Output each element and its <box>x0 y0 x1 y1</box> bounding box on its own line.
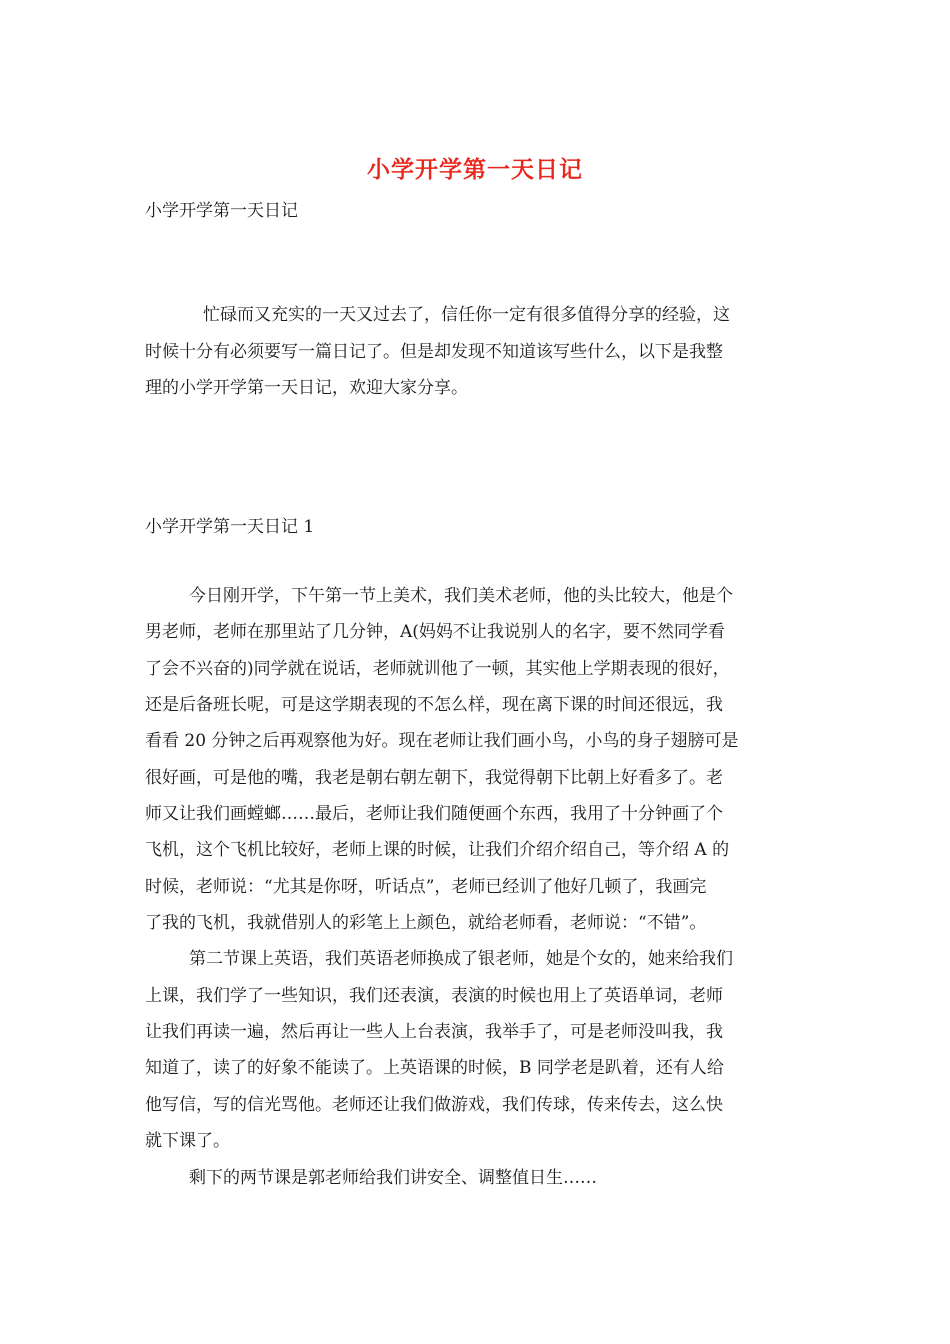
body-line: 了会不兴奋的)同学就在说话，老师就训他了一顿，其实他上学期表现的很好， <box>145 658 730 679</box>
body-line: 男老师，老师在那里站了几分钟，A(妈妈不让我说别人的名字，要不然同学看 <box>145 622 725 643</box>
body-line: 第二节课上英语，我们英语老师换成了银老师，她是个女的，她来给我们 <box>189 949 733 970</box>
body-line: 今日刚开学，下午第一节上美术，我们美术老师，他的头比较大，他是个 <box>189 586 733 606</box>
body-line: 了我的飞机，我就借别人的彩笔上上颜色，就给老师看，老师说：“不错”。 <box>145 913 707 934</box>
body-line: 看看 20 分钟之后再观察他为好。现在老师让我们画小鸟，小鸟的身子翅膀可是 <box>145 731 739 752</box>
body-line: 很好画，可是他的嘴，我老是朝右朝左朝下，我觉得朝下比朝上好看多了。老 <box>145 767 723 788</box>
intro-line: 理的小学开学第一天日记，欢迎大家分享。 <box>145 378 468 398</box>
body-line: 知道了，读了的好象不能读了。上英语课的时候，B 同学老是趴着，还有人给 <box>145 1058 724 1079</box>
body-line: 剩下的两节课是郭老师给我们讲安全、调整值日生…… <box>189 1167 597 1188</box>
body-line: 上课，我们学了一些知识，我们还表演，表演的时候也用上了英语单词，老师 <box>145 985 723 1006</box>
body-line: 就下课了。 <box>145 1131 230 1152</box>
body-line: 他写信，写的信光骂他。老师还让我们做游戏，我们传球，传来传去，这么快 <box>145 1094 723 1115</box>
document-subtitle: 小学开学第一天日记 <box>145 201 298 221</box>
page-title: 小学开学第一天日记 <box>367 156 583 183</box>
body-line: 时候，老师说：“尤其是你呀，听话点”，老师已经训了他好几顿了，我画完 <box>145 876 707 897</box>
body-line: 师又让我们画螳螂……最后，老师让我们随便画个东西，我用了十分钟画了个 <box>145 804 723 825</box>
diary-body <box>145 578 809 1196</box>
intro-paragraph <box>145 297 809 407</box>
intro-line: 时候十分有必须要写一篇日记了。但是却发现不知道该写些什么，以下是我整 <box>145 341 723 362</box>
intro-line: 忙碌而又充实的一天又过去了，信任你一定有很多值得分享的经验，这 <box>203 305 730 325</box>
body-line: 还是后备班长呢，可是这学期表现的不怎么样，现在离下课的时间还很远，我 <box>145 695 723 716</box>
body-line: 飞机，这个飞机比较好，老师上课的时候，让我们介绍介绍自己，等介绍 A 的 <box>145 840 730 861</box>
section-heading: 小学开学第一天日记 1 <box>145 517 315 537</box>
body-line: 让我们再读一遍，然后再让一些人上台表演，我举手了，可是老师没叫我，我 <box>145 1022 723 1043</box>
